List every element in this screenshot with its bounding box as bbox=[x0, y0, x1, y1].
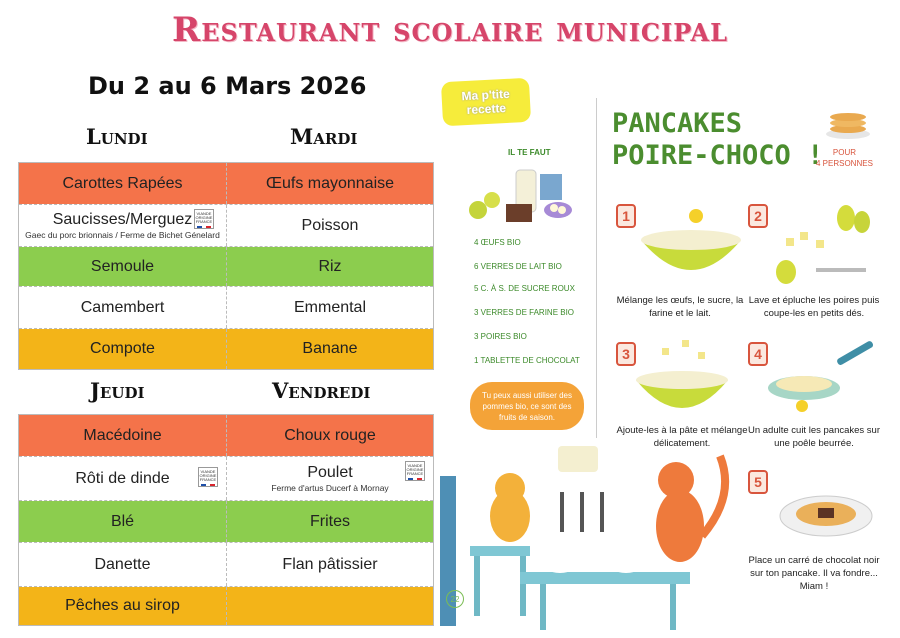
ingredient-item: 🥛 5 C. À S. DE SUCRE ROUX bbox=[474, 284, 575, 293]
menu-dates: Du 2 au 6 Mars 2026 bbox=[88, 72, 367, 100]
menu-row-main bbox=[19, 457, 433, 501]
menu-cell bbox=[19, 287, 226, 328]
menu-row-cheese bbox=[19, 543, 433, 587]
dish-label: Camembert bbox=[80, 298, 165, 316]
menu-cell bbox=[226, 501, 433, 542]
menu-cell bbox=[19, 587, 226, 625]
dish-label: Riz bbox=[318, 257, 342, 275]
dish-label: Macédoine bbox=[83, 426, 162, 444]
step-number: 2 bbox=[748, 204, 768, 228]
step-text: Place un carré de chocolat noir sur ton pancake. Il va fondre... Miam ! bbox=[748, 555, 880, 592]
france-origin-badge-icon: VIANDE ORIGINE FRANCE bbox=[194, 209, 214, 229]
menu-cell bbox=[226, 247, 433, 286]
menu-cell bbox=[19, 329, 226, 369]
sticker-line: Ma p'tite bbox=[461, 86, 511, 104]
ingredient-item: 🥛 3 VERRES DE FARINE BIO bbox=[474, 308, 574, 317]
recipe-panel bbox=[436, 70, 900, 638]
pancake-plate-icon bbox=[776, 484, 876, 544]
frying-pan-icon bbox=[766, 340, 876, 424]
dish-label: Saucisses/Merguez bbox=[52, 211, 193, 228]
menu-row-side bbox=[19, 501, 433, 543]
batter-bowl-icon bbox=[632, 336, 732, 420]
dish-label: Flan pâtissier bbox=[282, 555, 378, 573]
dish-origin-note: Gaec du porc brionnais / Ferme de Bichet Génelard bbox=[25, 230, 220, 240]
ingredients-illustration-icon bbox=[466, 160, 586, 230]
step-number: 5 bbox=[748, 470, 768, 494]
dish-label: Poulet bbox=[307, 464, 353, 481]
step-number: 1 bbox=[616, 204, 636, 228]
recipe-sticker bbox=[441, 78, 531, 127]
cats-eating-illustration-icon bbox=[440, 436, 736, 636]
ingredient-item: 🥛 1 TABLETTE DE CHOCOLAT bbox=[474, 356, 580, 365]
menu-cell bbox=[226, 543, 433, 586]
dish-label: Carottes Rapées bbox=[62, 174, 183, 192]
step-text: Un adulte cuit les pancakes sur une poêle beurrée. bbox=[747, 425, 881, 449]
pancake-stack-icon bbox=[824, 104, 872, 140]
menu-cell bbox=[19, 415, 226, 456]
menu-row-cheese bbox=[19, 287, 433, 329]
sticker-line: recette bbox=[466, 100, 507, 118]
dish-label: Rôti de dinde bbox=[75, 469, 170, 487]
menu-cell bbox=[226, 287, 433, 328]
ingredients-heading: IL TE FAUT bbox=[508, 148, 551, 157]
mixing-bowl-icon bbox=[636, 200, 746, 290]
dish-label: Frites bbox=[310, 512, 350, 530]
ingredient-item: 🥛 6 VERRES DE LAIT BIO bbox=[474, 262, 562, 271]
step-text: Ajoute-les à la pâte et mélange délicatement. bbox=[616, 425, 748, 449]
menu-cell bbox=[226, 205, 433, 246]
day-thursday: Jeudi bbox=[90, 378, 145, 403]
menu-row-main bbox=[19, 205, 433, 247]
recipe-title bbox=[612, 108, 823, 172]
recipe-title-line: POIRE-CHOCO ! bbox=[612, 140, 824, 171]
menu-row-dessert bbox=[19, 329, 433, 369]
menu-cell bbox=[226, 415, 433, 456]
menu-grid-week1 bbox=[18, 162, 434, 370]
pears-knife-icon bbox=[766, 198, 876, 288]
dish-label: Poisson bbox=[301, 216, 359, 234]
speech-bubble: Tu peux aussi utiliser des pommes bio, ce sont des fruits de saison. bbox=[470, 382, 584, 430]
dish-label: Compote bbox=[90, 340, 155, 357]
menu-cell bbox=[226, 329, 433, 369]
menu-cell bbox=[19, 205, 226, 246]
menu-cell bbox=[19, 501, 226, 542]
menu-cell bbox=[226, 163, 433, 204]
menu-grid-week2 bbox=[18, 414, 434, 626]
day-monday: Lundi bbox=[86, 124, 148, 149]
page-title: Restaurant scolaire municipal bbox=[171, 10, 729, 50]
dish-label: Emmental bbox=[293, 298, 367, 316]
menu-row-side bbox=[19, 247, 433, 287]
ingredient-item: 🥛 3 POIRES BIO bbox=[474, 332, 527, 341]
dish-label: Danette bbox=[94, 555, 151, 573]
dish-label: Choux rouge bbox=[284, 426, 376, 444]
menu-cell bbox=[19, 247, 226, 286]
menu-cell bbox=[19, 457, 226, 500]
recipe-divider bbox=[596, 98, 597, 438]
day-tuesday: Mardi bbox=[290, 124, 358, 149]
menu-row-starter bbox=[19, 163, 433, 205]
menu-row-starter bbox=[19, 415, 433, 457]
step-number: 4 bbox=[748, 342, 768, 366]
servings-label: POUR 4 PERSONNES bbox=[816, 148, 873, 168]
recipe-title-line: PANCAKES bbox=[612, 108, 743, 139]
menu-row-dessert bbox=[19, 587, 433, 625]
menu-cell bbox=[19, 163, 226, 204]
france-origin-badge-icon: VIANDE ORIGINE FRANCE bbox=[405, 461, 425, 481]
france-origin-badge-icon: VIANDE ORIGINE FRANCE bbox=[198, 467, 218, 487]
step-text: Lave et épluche les poires puis coupe-les en petits dés. bbox=[748, 295, 880, 319]
ingredient-item: 🥛 4 ŒUFS BIO bbox=[474, 238, 521, 247]
menu-cell bbox=[226, 457, 433, 500]
dish-label: Blé bbox=[110, 512, 135, 530]
menu-cell bbox=[19, 543, 226, 586]
day-friday: Vendredi bbox=[272, 378, 371, 403]
page-number: 22 bbox=[446, 590, 464, 608]
dish-origin-note: Ferme d'artus Ducerf à Mornay bbox=[271, 483, 389, 493]
dish-label: Œufs mayonnaise bbox=[265, 174, 395, 192]
dish-label: Semoule bbox=[90, 257, 155, 275]
menu-cell bbox=[226, 587, 433, 625]
dish-label: Banane bbox=[302, 340, 358, 357]
step-number: 3 bbox=[616, 342, 636, 366]
step-text: Mélange les œufs, le sucre, la farine et le lait. bbox=[616, 295, 744, 319]
dish-label: Pêches au sirop bbox=[65, 597, 180, 614]
